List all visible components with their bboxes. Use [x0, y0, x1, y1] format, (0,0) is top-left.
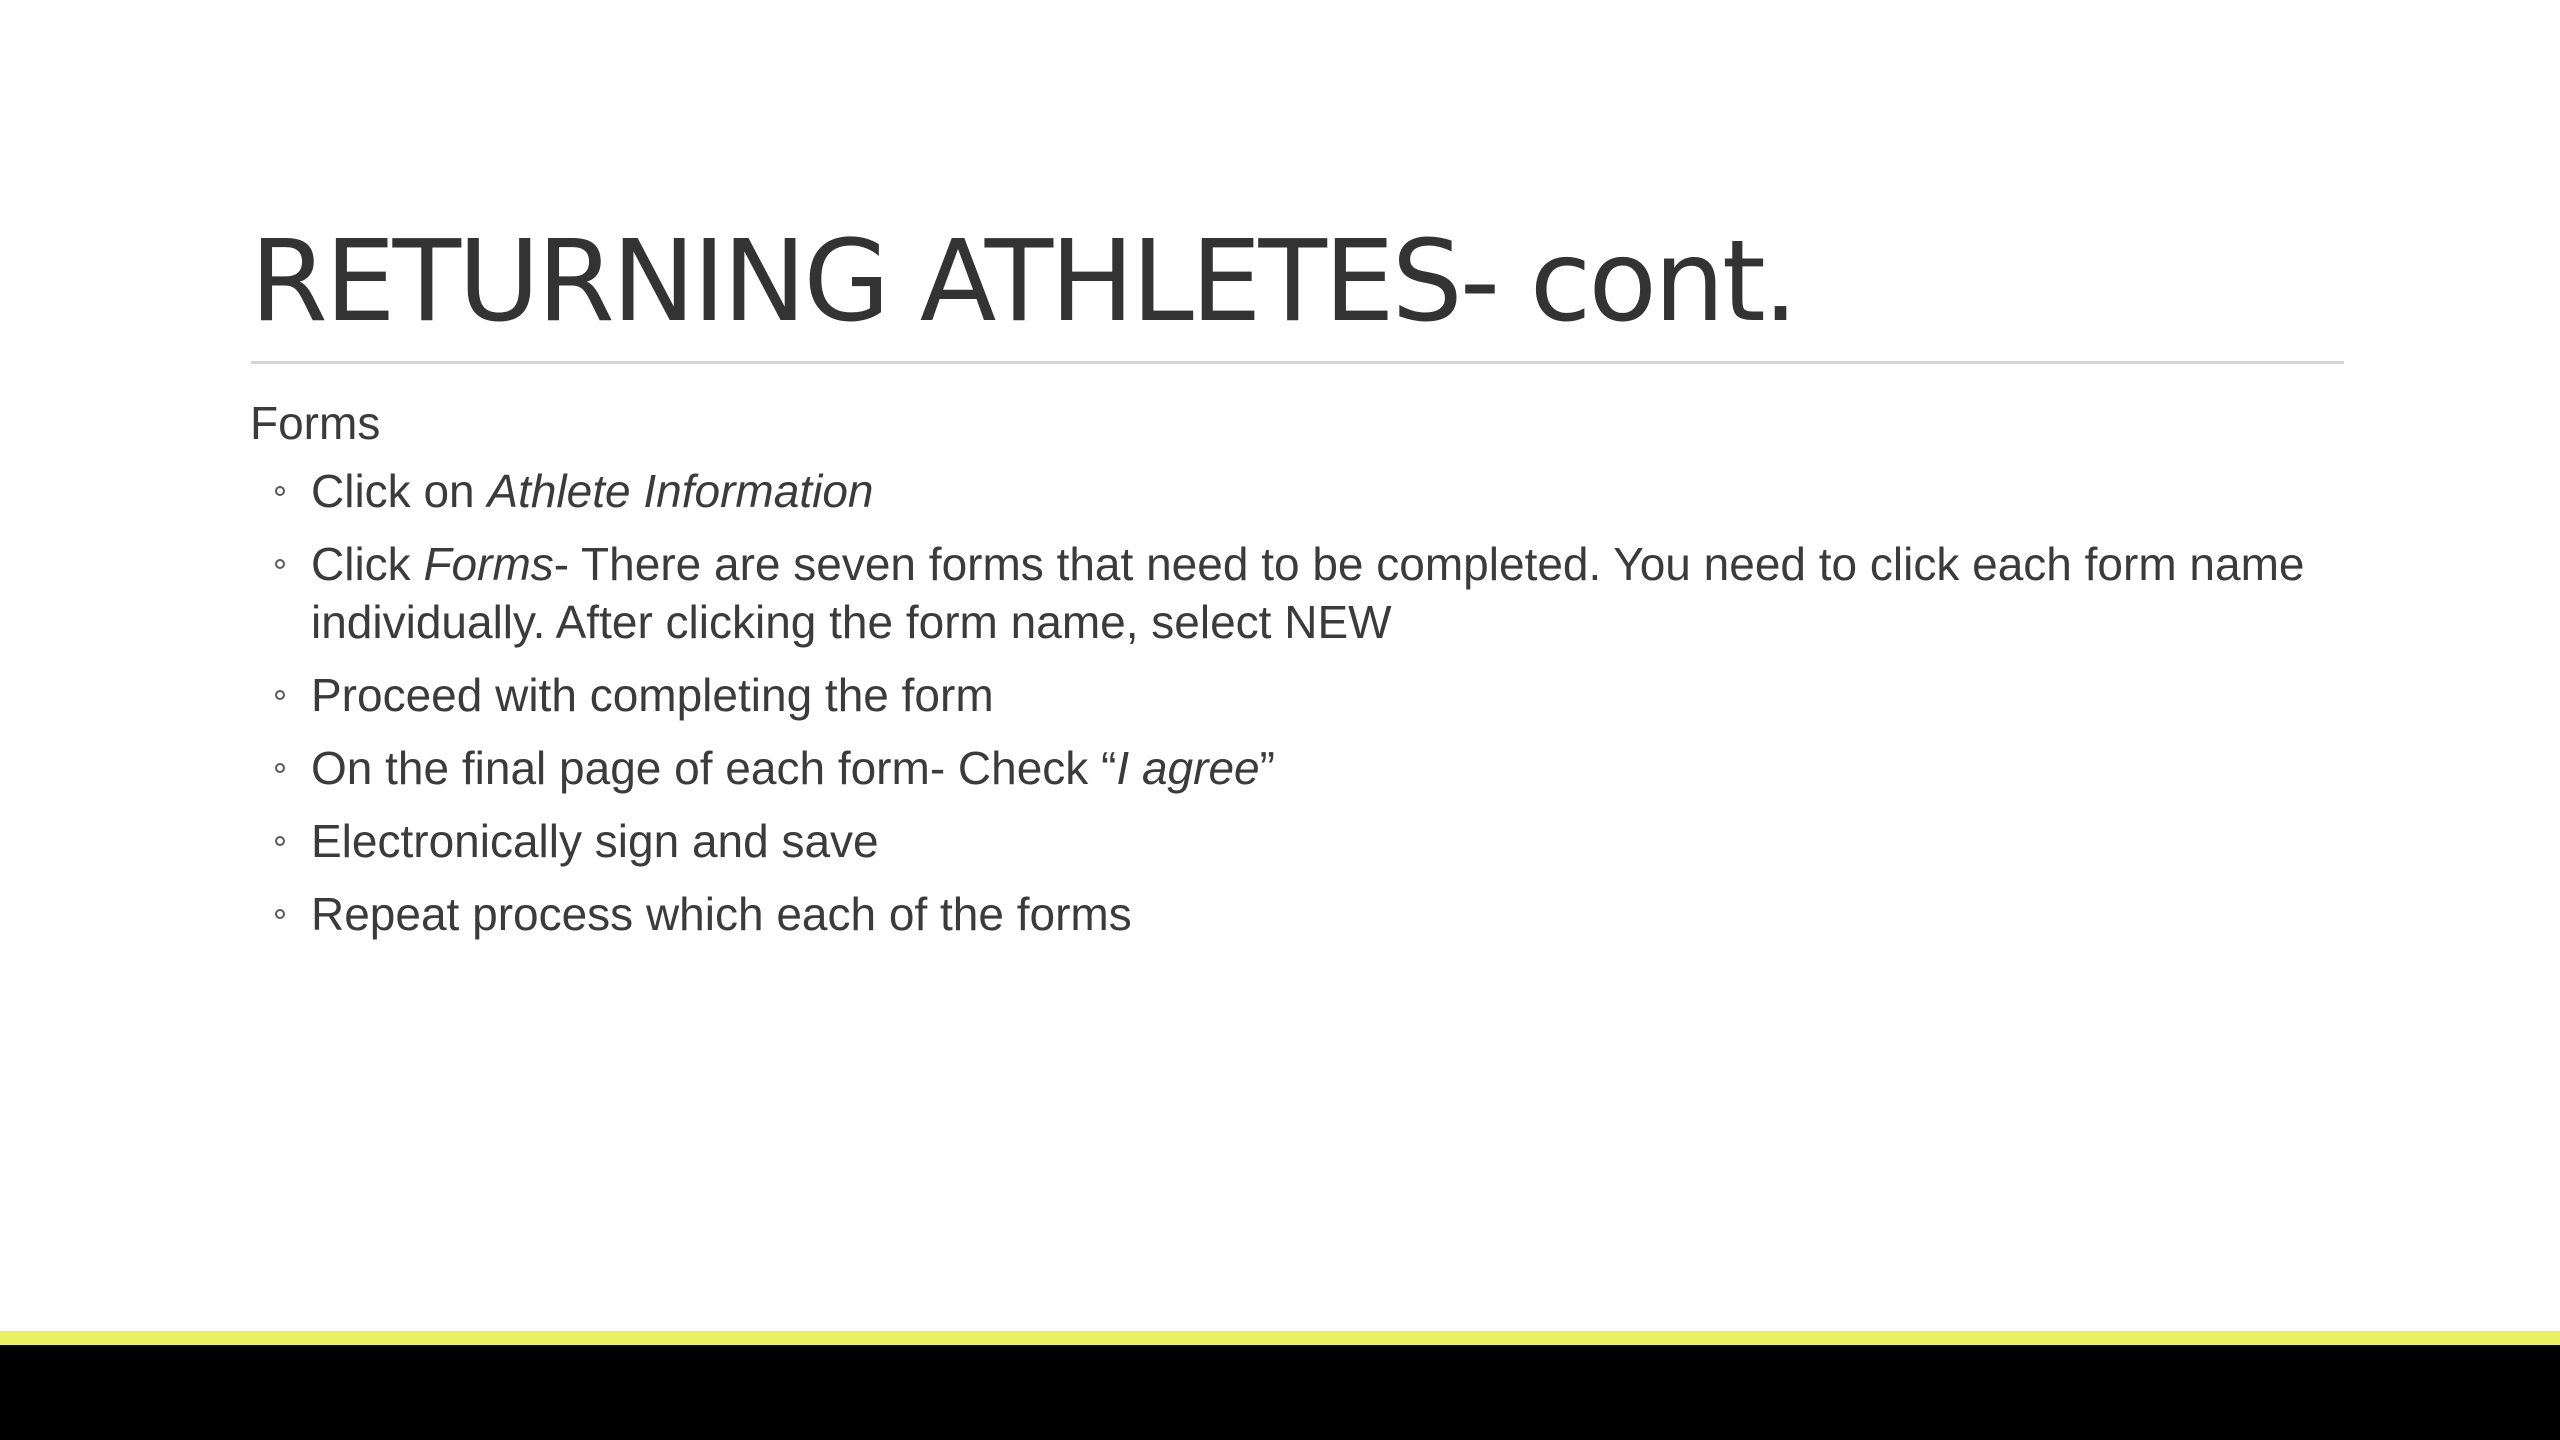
bullet-item — [250, 812, 2380, 870]
title-divider — [251, 361, 2344, 364]
bullet-text: Click — [311, 538, 424, 590]
hollow-circle-bullet-icon — [275, 690, 285, 700]
hollow-circle-bullet-icon — [275, 763, 285, 773]
bullet-text: On the final page of each form- Check “ — [311, 742, 1117, 794]
hollow-circle-bullet-icon — [275, 836, 285, 846]
bullet-text: Repeat process which each of the forms — [311, 888, 1132, 940]
hollow-circle-bullet-icon — [275, 559, 285, 569]
bullet-text: ” — [1259, 742, 1275, 794]
hollow-circle-bullet-icon — [275, 486, 285, 496]
bullet-item — [250, 535, 2380, 651]
bullet-text-italic: Forms — [423, 538, 554, 590]
slide-title: RETURNING ATHLETES- cont. — [250, 217, 1796, 347]
accent-band — [0, 1331, 2560, 1345]
bullet-text-italic: I agree — [1116, 742, 1260, 794]
bullet-item — [250, 462, 2380, 520]
bullet-item — [250, 666, 2380, 724]
bottom-bar — [0, 1345, 2560, 1440]
bullet-text: Electronically sign and save — [311, 815, 879, 867]
bullet-text: Click on — [311, 465, 488, 517]
bullet-text: - There are seven forms that need to be completed. You need to click each form name individually. After clicking the form name, select NEW — [311, 538, 2305, 648]
bullet-item — [250, 885, 2380, 943]
hollow-circle-bullet-icon — [275, 909, 285, 919]
bullet-list — [250, 462, 2380, 958]
bullet-text-italic: Athlete Information — [487, 465, 874, 517]
section-label: Forms — [250, 397, 381, 449]
bullet-item — [250, 739, 2380, 797]
bullet-text: Proceed with completing the form — [311, 669, 994, 721]
